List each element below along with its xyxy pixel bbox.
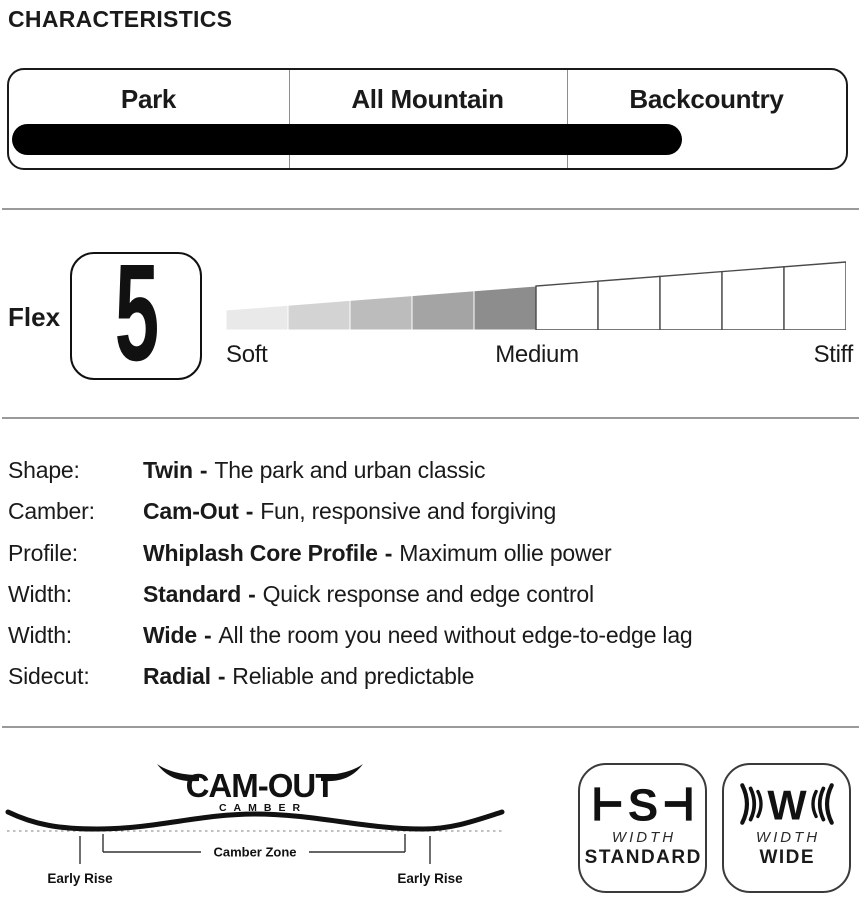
width-wide-icon: [735, 781, 839, 827]
spec-label: Shape:: [8, 457, 80, 483]
spec-description: Quick response and edge control: [262, 580, 594, 607]
terrain-cell-all-mountain: All Mountain: [351, 84, 504, 114]
spec-description: All the room you need without edge-to-edge lag: [218, 622, 693, 649]
spec-description: Fun, responsive and forgiving: [260, 498, 557, 525]
early-rise-label-left: Early Rise: [47, 871, 113, 886]
spec-description: Reliable and predictable: [232, 663, 475, 690]
flex-scale-soft: Soft: [226, 341, 268, 368]
terrain-fill-bar: [12, 124, 682, 155]
spec-separator: -: [217, 663, 226, 690]
board-profile-curve: [8, 812, 502, 829]
spec-description: The park and urban classic: [214, 457, 486, 483]
early-rise-label-right: Early Rise: [397, 871, 463, 886]
width-standard-badge: [578, 763, 707, 893]
svg-text:S: S: [627, 781, 658, 827]
svg-text:W: W: [766, 781, 807, 827]
badge-standard-label: STANDARD: [584, 847, 702, 868]
page-title: CHARACTERISTICS: [8, 6, 233, 32]
badge-wide-label: WIDE: [759, 847, 816, 868]
spec-value: Standard: [143, 580, 242, 607]
spec-separator: -: [248, 580, 256, 607]
spec-label: Profile:: [8, 539, 78, 566]
spec-value: Wide: [143, 622, 197, 649]
spec-list: [8, 450, 853, 698]
section-divider: [2, 208, 859, 210]
camber-zone-label: Camber Zone: [213, 844, 297, 860]
badge-width-label: WIDTH: [611, 829, 677, 846]
spec-value: Cam-Out: [143, 498, 239, 525]
flex-rating-value: 5: [114, 236, 158, 390]
width-wide-badge: [722, 763, 851, 893]
flex-scale-medium: Medium: [495, 341, 579, 368]
spec-description: Maximum ollie power: [399, 539, 612, 566]
spec-value: Radial: [143, 663, 211, 690]
terrain-cell-park: Park: [120, 84, 177, 114]
terrain-labels: [9, 84, 846, 115]
section-divider: [2, 726, 859, 728]
terrain-rating-box: [7, 68, 848, 170]
spec-separator: -: [203, 622, 212, 649]
width-standard-icon: [591, 781, 695, 827]
spec-row-camber: [8, 491, 853, 532]
spec-separator: -: [245, 498, 254, 525]
terrain-cell-backcountry: Backcountry: [629, 84, 784, 114]
spec-separator: -: [199, 457, 208, 483]
spec-label: Width:: [8, 622, 72, 649]
spec-label: Sidecut:: [8, 663, 90, 690]
spec-row-shape: [8, 450, 853, 491]
spec-label: Width:: [8, 580, 72, 607]
spec-row-width-standard: [8, 574, 853, 615]
flex-label: Flex: [8, 302, 61, 332]
spec-value: Whiplash Core Profile: [143, 539, 378, 566]
logo-subtitle: CAMBER: [218, 802, 308, 814]
flex-rating-box: [70, 236, 202, 390]
spec-separator: -: [384, 539, 393, 566]
spec-row-profile: [8, 533, 853, 574]
spec-row-sidecut: [8, 656, 853, 697]
camber-profile-diagram: [5, 800, 505, 900]
spec-label: Camber:: [8, 498, 95, 525]
flex-meter: [226, 260, 846, 330]
badge-width-label: WIDTH: [755, 829, 821, 846]
section-divider: [2, 417, 859, 419]
spec-row-width-wide: [8, 615, 853, 656]
flex-scale-stiff: Stiff: [813, 341, 853, 368]
spec-value: Twin: [143, 457, 193, 483]
logo-title: CAM-OUT: [185, 767, 335, 804]
